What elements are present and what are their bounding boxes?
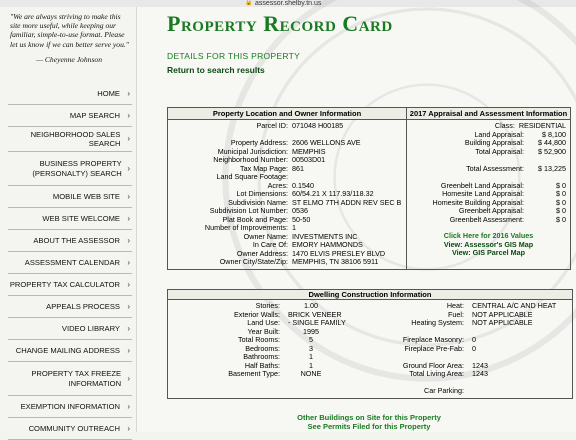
nav-item[interactable]	[8, 208, 132, 230]
return-to-search-link[interactable]: Return to search results	[167, 65, 265, 75]
assessor-gis-map-link[interactable]: View: Assessor's GIS Map	[443, 239, 534, 249]
nav-item-label: PROPERTY TAX CALCULATOR	[9, 279, 120, 289]
location-value: 50-50	[292, 214, 311, 224]
dwelling-value: 0	[472, 335, 476, 344]
nav-item[interactable]	[8, 105, 132, 127]
dwelling-row	[370, 379, 572, 388]
dwelling-value: 1	[309, 360, 313, 370]
appraisal-label: Homesite Building Appraisal:	[432, 197, 524, 207]
dwelling-row	[168, 370, 370, 379]
permits-link[interactable]: See Permits Filed for this Property	[307, 422, 431, 431]
dwelling-row	[370, 387, 572, 396]
page-title: Property Record Card	[167, 11, 393, 36]
dwelling-value: 0	[472, 343, 476, 353]
nav-item[interactable]	[8, 83, 132, 105]
chevron-right-icon: ›	[127, 88, 130, 98]
chevron-right-icon: ›	[127, 279, 130, 289]
dwelling-label: Bathrooms:	[243, 352, 280, 361]
location-label: Lot Dimensions:	[236, 189, 288, 198]
chevron-right-icon: ›	[127, 213, 130, 223]
chevron-right-icon: ›	[127, 110, 130, 120]
dwelling-value: NOT APPLICABLE	[472, 309, 533, 319]
nav-item[interactable]	[8, 362, 132, 396]
dwelling-label: Fuel:	[448, 309, 464, 319]
chevron-right-icon: ›	[127, 373, 130, 383]
nav-item-label: MAP SEARCH	[69, 110, 120, 120]
nav-item-label: HOME	[97, 88, 120, 98]
location-label: Neighborhood Number:	[213, 155, 288, 164]
appraisal-value: $ 0	[556, 206, 566, 215]
dwelling-label: Total Rooms:	[238, 335, 280, 344]
location-value: 00503D01	[292, 155, 326, 164]
chevron-right-icon: ›	[127, 401, 130, 411]
dwelling-label: Land Use:	[247, 318, 280, 327]
nav-item-label: COMMUNITY OUTREACH	[28, 423, 120, 433]
appraisal-label: Homesite Land Appraisal:	[442, 189, 524, 198]
chevron-right-icon: ›	[127, 345, 130, 355]
location-value: 861	[292, 163, 304, 173]
nav-item-label: WEB SITE WELCOME	[42, 213, 120, 223]
location-label: Subdivision Name:	[228, 197, 288, 207]
location-label: Land Square Footage:	[216, 172, 288, 181]
appraisal-value: $ 44,800	[538, 138, 566, 147]
dwelling-label: Car Parking:	[424, 386, 464, 395]
appraisal-value: $ 0	[556, 180, 566, 190]
appraisal-value: RESIDENTIAL	[518, 121, 566, 130]
appraisal-value: $ 13,225	[538, 163, 566, 173]
appraisal-value: $ 0	[556, 197, 566, 207]
dwelling-value: NOT APPLICABLE	[472, 318, 533, 327]
2016-values-link[interactable]: Click Here for 2016 Values	[443, 231, 534, 240]
dwelling-label: Exterior Walls:	[233, 309, 280, 319]
nav-item[interactable]	[8, 340, 132, 362]
nav-item-label: ASSESSMENT CALENDAR	[24, 257, 120, 267]
appraisal-label: Greenbelt Appraisal:	[458, 206, 524, 215]
nav-item[interactable]	[8, 186, 132, 208]
location-value: EMORY HAMMONDS	[292, 240, 363, 249]
dwelling-row	[370, 302, 572, 311]
location-label: Acres:	[267, 180, 288, 190]
dwelling-row	[370, 328, 572, 337]
nav-item-label: EXEMPTION INFORMATION	[20, 401, 120, 411]
dwelling-label: Total Living Area:	[409, 369, 464, 378]
dwelling-value: 1243	[472, 360, 488, 370]
dwelling-value: 1.00	[304, 301, 318, 310]
dwelling-label: Year Built:	[247, 326, 280, 336]
location-label: Owner Name:	[243, 231, 288, 241]
chevron-right-icon: ›	[127, 301, 130, 311]
location-value: INVESTMENTS INC	[292, 231, 358, 241]
chevron-right-icon: ›	[127, 191, 130, 201]
appraisal-label: Building Appraisal:	[464, 138, 524, 147]
nav-item-label: PROPERTY TAX FREEZE INFORMATION	[31, 369, 122, 388]
nav-item-label: BUSINESS PROPERTY (PERSONALTY) SEARCH	[32, 159, 122, 178]
dwelling-row	[370, 353, 572, 362]
location-value: 071048 H00185	[292, 121, 344, 130]
dwelling-label: Ground Floor Area:	[402, 360, 464, 370]
dwelling-value: 5	[309, 335, 313, 344]
nav-item-label: VIDEO LIBRARY	[61, 323, 120, 333]
nav-item[interactable]	[8, 230, 132, 252]
appraisal-value: $ 8,100	[542, 129, 566, 139]
bottom-links	[167, 413, 571, 431]
location-value: 0.1540	[292, 180, 314, 190]
dwelling-table	[167, 289, 573, 399]
chevron-right-icon: ›	[127, 323, 130, 333]
chevron-right-icon: ›	[127, 257, 130, 267]
location-value: ST ELMO 7TH ADDN REV SEC B	[292, 197, 402, 207]
dwelling-right-col	[370, 302, 572, 396]
location-label: Owner Address:	[236, 248, 288, 258]
nav-item-label: ABOUT THE ASSESSOR	[33, 235, 120, 245]
appraisal-row	[409, 216, 568, 225]
dwelling-row	[370, 362, 572, 371]
location-value: 1470 ELVIS PRESLEY BLVD	[292, 248, 386, 258]
dwelling-header: Dwelling Construction Information	[168, 290, 572, 300]
url-text: assessor.shelby.tn.us	[255, 0, 322, 7]
location-value: 0536	[292, 206, 308, 215]
dwelling-row	[370, 370, 572, 379]
nav-item[interactable]	[8, 127, 132, 152]
appraisal-label: Class:	[494, 121, 515, 130]
appraisal-header: 2017 Appraisal and Assessment Information	[407, 108, 571, 120]
appraisal-row	[409, 148, 568, 157]
appraisal-label: Greenbelt Assessment:	[449, 214, 524, 224]
appraisal-value: $ 0	[556, 189, 566, 198]
gis-parcel-map-link[interactable]: View: GIS Parcel Map	[452, 248, 525, 257]
dwelling-label: Fireplace Masonry:	[402, 335, 464, 344]
location-header: Property Location and Owner Information	[168, 108, 407, 120]
location-label: In Care Of:	[252, 240, 288, 249]
appraisal-label: Total Assessment:	[466, 163, 524, 173]
appraisal-cell	[407, 120, 571, 270]
dwelling-value: NONE	[300, 369, 322, 378]
sidebar-quote	[10, 12, 130, 64]
dwelling-value: 1243	[472, 369, 488, 378]
other-buildings-link[interactable]: Other Buildings on Site for this Property	[297, 413, 441, 422]
nav-item-label: APPEALS PROCESS	[46, 301, 120, 311]
location-value: 2606 WELLONS AVE	[292, 138, 361, 147]
location-label: Plat Book and Page:	[222, 214, 288, 224]
location-value: 60/54.21 X 117.93/118.32	[292, 189, 374, 198]
nav-item[interactable]	[8, 418, 132, 440]
dwelling-value: 1	[309, 352, 313, 361]
appraisal-row	[409, 165, 568, 174]
appraisal-label: Total Appraisal:	[475, 146, 524, 156]
dwelling-row	[370, 336, 572, 345]
location-value: MEMPHIS, TN 38106 5911	[292, 257, 379, 266]
dwelling-label: Half Baths:	[244, 360, 280, 370]
location-label: Number of Improvements:	[204, 223, 288, 232]
dwelling-row	[370, 311, 572, 320]
nav-item[interactable]	[8, 296, 132, 318]
location-row	[170, 258, 404, 267]
nav-item[interactable]	[8, 274, 132, 296]
location-label: Municipal Jurisdiction:	[217, 146, 288, 156]
appraisal-label: Greenbelt Land Appraisal:	[440, 180, 524, 190]
location-value: MEMPHIS	[292, 146, 326, 156]
nav-item[interactable]	[8, 318, 132, 340]
main-content	[137, 7, 576, 432]
dwelling-value: BRICK VENEER	[288, 309, 342, 319]
location-label: Subdivision Lot Number:	[209, 206, 288, 215]
dwelling-row	[370, 319, 572, 328]
nav-item-label: NEIGHBORHOOD SALES SEARCH	[30, 129, 121, 148]
dwelling-value: 3	[309, 343, 313, 353]
dwelling-left-col	[168, 302, 370, 396]
chevron-right-icon: ›	[127, 134, 130, 144]
dwelling-label: Bedrooms:	[245, 343, 280, 353]
property-info-table	[167, 107, 571, 270]
sidebar	[0, 7, 137, 432]
location-label: Tax Map Page:	[240, 163, 288, 173]
chevron-right-icon: ›	[127, 163, 130, 173]
quote-author: — Cheyenne Johnson	[36, 54, 102, 64]
lock-icon: 🔒	[245, 0, 253, 6]
location-label: Parcel ID:	[256, 121, 288, 130]
dwelling-label: Basement Type:	[228, 369, 280, 378]
nav-item-label: MOBILE WEB SITE	[52, 191, 120, 201]
dwelling-value: CENTRAL A/C AND HEAT	[472, 301, 557, 310]
dwelling-value: - SINGLE FAMILY	[288, 318, 346, 327]
dwelling-row	[370, 345, 572, 354]
dwelling-value: 1995	[303, 326, 319, 336]
dwelling-label: Heat:	[446, 301, 464, 310]
dwelling-label: Heating System:	[411, 318, 464, 327]
dwelling-label: Stories:	[255, 301, 280, 310]
chevron-right-icon: ›	[127, 423, 130, 433]
location-label: Property Address:	[230, 138, 288, 147]
sidebar-nav	[8, 83, 132, 440]
nav-item[interactable]	[8, 252, 132, 274]
appraisal-label: Land Appraisal:	[474, 129, 524, 139]
nav-item-label: CHANGE MAILING ADDRESS	[15, 345, 120, 355]
appraisal-value: $ 52,900	[538, 146, 566, 156]
location-value: 1	[292, 223, 296, 232]
nav-item[interactable]	[8, 152, 132, 186]
nav-item[interactable]	[8, 396, 132, 418]
quote-text: "We are always striving to make this site more useful, while keeping our familiar, simple-to-use format. Please let us know if we can better serve you."	[10, 12, 129, 49]
details-heading: DETAILS FOR THIS PROPERTY	[167, 51, 301, 61]
dwelling-label: Fireplace Pre-Fab:	[404, 343, 464, 353]
appraisal-value: $ 0	[556, 214, 566, 224]
chevron-right-icon: ›	[127, 235, 130, 245]
location-label: Owner City/State/Zip:	[219, 257, 288, 266]
location-cell	[168, 120, 407, 270]
